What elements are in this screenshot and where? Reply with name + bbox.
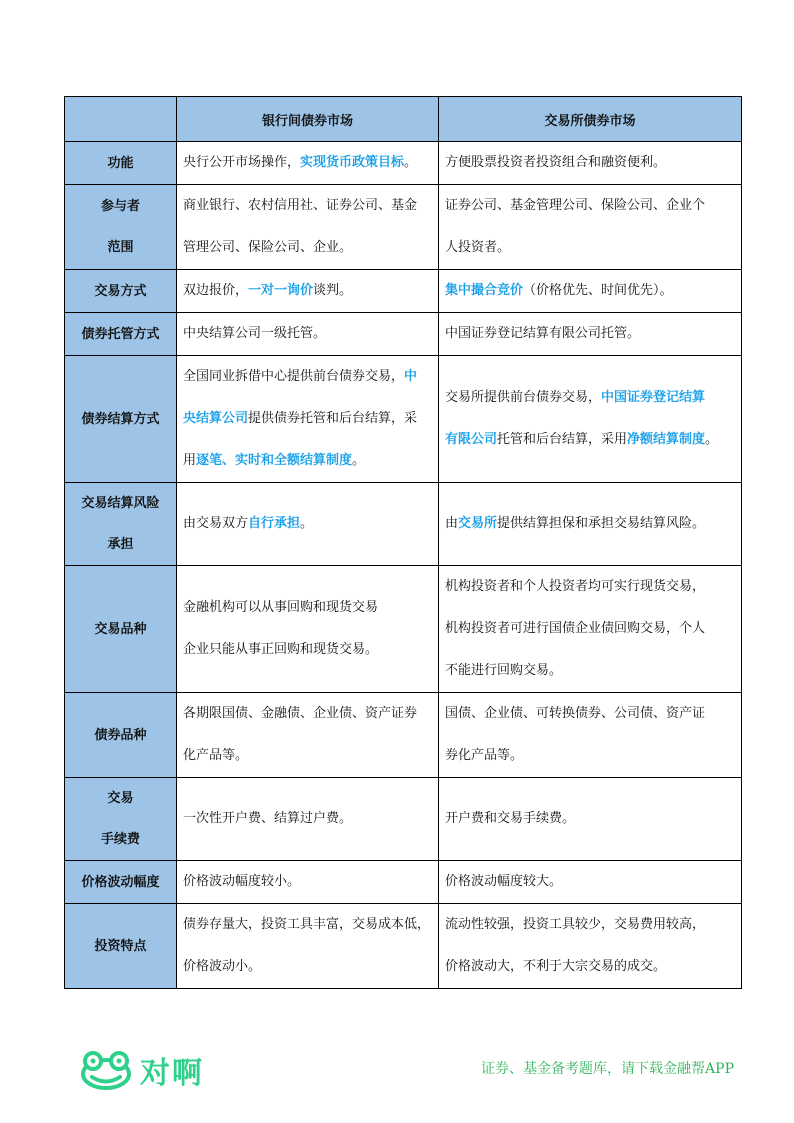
interbank-cell [177, 142, 439, 185]
cell-text: 价格波动小。 [183, 959, 262, 974]
interbank-cell [177, 483, 439, 566]
cell-text: 央行公开市场操作， [183, 155, 301, 170]
cell-text: 双边报价， [183, 283, 249, 298]
cell-line [445, 419, 735, 461]
exchange-cell [439, 693, 742, 778]
interbank-cell [177, 693, 439, 778]
cell-text: 方便股票投资者投资组合和融资便利。 [445, 155, 667, 170]
table-row [65, 356, 742, 483]
exchange-cell [439, 270, 742, 313]
interbank-cell [177, 566, 439, 693]
row-label-cell [65, 778, 177, 861]
highlight-text: 逐笔、实时和全额结算制度 [196, 453, 353, 468]
cell-text: 一次性开户费、结算过户费。 [183, 811, 353, 826]
cell-text: 提供结算担保和承担交易结算风险。 [497, 516, 706, 531]
row-label-cell [65, 566, 177, 693]
cell-line [445, 735, 735, 777]
row-label: 债券托管方式 [81, 326, 160, 342]
cell-line [445, 861, 735, 903]
table-row [65, 313, 742, 356]
cell-line [183, 587, 432, 629]
table-row [65, 185, 742, 270]
cell-text: 证券公司、基金管理公司、保险公司、企业个 [445, 198, 706, 213]
row-label: 手续费 [100, 832, 140, 847]
cell-line [445, 904, 735, 946]
row-label-cell [65, 142, 177, 185]
footer-logo [80, 1048, 204, 1092]
cell-line [183, 629, 432, 671]
cell-line [445, 608, 735, 650]
row-label-cell [65, 356, 177, 483]
exchange-cell [439, 861, 742, 904]
cell-text: 用 [183, 453, 197, 468]
frog-logo-icon [80, 1050, 132, 1090]
exchange-cell [439, 566, 742, 693]
cell-line [183, 946, 432, 988]
row-label: 债券品种 [94, 727, 147, 743]
cell-line [445, 693, 735, 735]
row-label-cell [65, 861, 177, 904]
cell-line [183, 142, 432, 184]
cell-text: 券化产品等。 [445, 748, 524, 763]
cell-line [183, 693, 432, 735]
cell-text: 价格波动大，不利于大宗交易的成交。 [445, 959, 667, 974]
cell-text: 债券存量大，投资工具丰富，交易成本低， [183, 917, 431, 932]
cell-line [183, 904, 432, 946]
cell-text: 开户费和交易手续费。 [445, 811, 576, 826]
cell-text: 由交易双方 [183, 516, 249, 531]
cell-text: 交易所提供前台债券交易， [445, 390, 602, 405]
cell-text: 不能进行回购交易。 [445, 663, 563, 678]
row-label-cell [65, 904, 177, 989]
row-label-cell [65, 185, 177, 270]
cell-line [183, 356, 432, 398]
cell-text: 各期限国债、金融债、企业债、资产证券 [183, 706, 418, 721]
cell-line [183, 270, 432, 312]
row-label-cell [65, 313, 177, 356]
table-row [65, 693, 742, 778]
cell-text: 流动性较强，投资工具较少，交易费用较高， [445, 917, 706, 932]
cell-line [445, 377, 735, 419]
cell-line [445, 566, 735, 608]
row-label-cell [65, 483, 177, 566]
cell-line [183, 503, 432, 545]
cell-text: 人投资者。 [445, 240, 511, 255]
cell-text: 企业只能从事正回购和现货交易。 [183, 642, 379, 657]
cell-text: 。 [705, 432, 719, 447]
highlight-text: 集中撮合竞价 [445, 283, 524, 298]
cell-text: 国债、企业债、可转换债券、公司债、资产证 [445, 706, 706, 721]
row-label: 范围 [107, 240, 134, 255]
cell-text: 价格波动幅度较小。 [183, 874, 301, 889]
cell-line [183, 398, 432, 440]
table-row [65, 904, 742, 989]
table-row [65, 861, 742, 904]
row-label-cell [65, 270, 177, 313]
row-label: 债券结算方式 [81, 411, 160, 427]
table-row [65, 142, 742, 185]
cell-line [183, 185, 432, 227]
row-label-cell [65, 693, 177, 778]
brand-name: 对啊 [140, 1056, 204, 1091]
cell-text: 全国同业拆借中心提供前台债券交易， [183, 369, 405, 384]
cell-line [445, 650, 735, 692]
cell-text: 金融机构可以从事回购和现货交易 [183, 600, 379, 615]
table-row [65, 778, 742, 861]
interbank-cell [177, 185, 439, 270]
cell-text: 机构投资者可进行国债企业债回购交易，个人 [445, 621, 706, 636]
cell-line [445, 185, 735, 227]
interbank-cell [177, 904, 439, 989]
cell-text: 价格波动幅度较大。 [445, 874, 563, 889]
row-label: 交易品种 [94, 621, 147, 637]
exchange-cell [439, 313, 742, 356]
exchange-cell [439, 483, 742, 566]
exchange-cell [439, 778, 742, 861]
cell-line [445, 946, 735, 988]
table-row [65, 566, 742, 693]
cell-line [445, 227, 735, 269]
interbank-cell [177, 270, 439, 313]
table-row [65, 270, 742, 313]
cell-text: 机构投资者和个人投资者均可实行现货交易， [445, 579, 706, 594]
cell-text: 托管和后台结算，采用 [497, 432, 628, 447]
interbank-cell [177, 861, 439, 904]
cell-line [183, 735, 432, 777]
cell-line [445, 798, 735, 840]
highlight-text: 央结算公司 [183, 411, 249, 426]
cell-line [445, 142, 735, 184]
cell-text: 商业银行、农村信用社、证券公司、基金 [183, 198, 418, 213]
highlight-text: 净额结算制度 [627, 432, 706, 447]
cell-line [183, 440, 432, 482]
cell-text: 中央结算公司一级托管。 [183, 326, 327, 341]
row-label: 投资特点 [94, 938, 147, 954]
highlight-text: 中 [404, 369, 418, 384]
highlight-text: 交易所 [458, 516, 498, 531]
cell-line [183, 227, 432, 269]
row-label: 价格波动幅度 [81, 874, 160, 890]
highlight-text: 自行承担 [248, 516, 301, 531]
interbank-cell [177, 356, 439, 483]
cell-line [183, 798, 432, 840]
cell-text: 。 [352, 453, 366, 468]
cell-line [445, 270, 735, 312]
header-corner-cell [65, 97, 177, 142]
table-row [65, 483, 742, 566]
highlight-text: 实现货币政策目标 [300, 155, 405, 170]
interbank-cell [177, 313, 439, 356]
cell-line [183, 313, 432, 355]
cell-text: 管理公司、保险公司、企业。 [183, 240, 353, 255]
cell-line [445, 503, 735, 545]
highlight-text: 有限公司 [445, 432, 498, 447]
cell-text: 由 [445, 516, 459, 531]
cell-text: 谈判。 [313, 283, 353, 298]
cell-text: 提供债券托管和后台结算，采 [248, 411, 418, 426]
interbank-cell [177, 778, 439, 861]
table-header-row [65, 97, 742, 142]
footer-tagline: 证券、基金备考题库，请下载金融帮APP [481, 1061, 734, 1077]
row-label: 交易结算风险 [81, 496, 160, 511]
cell-text: 化产品等。 [183, 748, 249, 763]
exchange-cell [439, 185, 742, 270]
cell-text: （价格优先、时间优先）。 [523, 283, 673, 298]
row-label: 参与者 [100, 199, 140, 214]
exchange-cell [439, 904, 742, 989]
header-exchange-market: 交易所债券市场 [439, 97, 742, 142]
row-label: 功能 [107, 155, 134, 171]
cell-text: 。 [300, 516, 314, 531]
cell-text: 。 [404, 155, 418, 170]
exchange-cell [439, 356, 742, 483]
row-label: 承担 [107, 537, 134, 552]
row-label: 交易 [107, 791, 134, 806]
cell-text: 中国证券登记结算有限公司托管。 [445, 326, 641, 341]
header-interbank-market: 银行间债券市场 [177, 97, 439, 142]
comparison-table [64, 96, 742, 989]
highlight-text: 一对一询价 [248, 283, 314, 298]
row-label: 交易方式 [94, 283, 147, 299]
exchange-cell [439, 142, 742, 185]
cell-line [183, 861, 432, 903]
highlight-text: 中国证券登记结算 [601, 390, 706, 405]
cell-line [445, 313, 735, 355]
